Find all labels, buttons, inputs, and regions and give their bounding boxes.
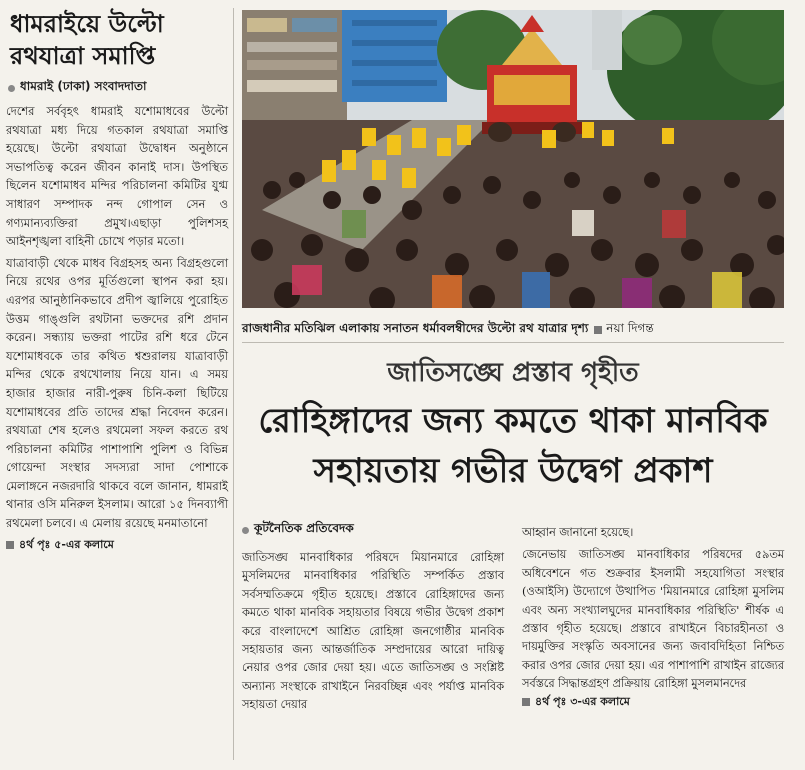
- story-byline-text: কূটনৈতিক প্রতিবেদক: [254, 521, 354, 535]
- square-bullet-icon: [6, 541, 14, 549]
- story-kicker: জাতিসঙ্ঘে প্রস্তাব গৃহীত: [387, 358, 639, 388]
- left-story-byline: [8, 78, 228, 98]
- byline-text: ধামরাই (ঢাকা) সংবাদদাতা: [20, 79, 147, 93]
- story-continuation: [522, 693, 784, 712]
- left-paragraph-2: যাত্রাবাড়ী থেকে মাধব বিগ্রহসহ অন্য বিগ্রহগুলো নিয়ে রথের ওপর মূর্তিগুলো স্থাপন করা হয়। এরপর আনুষ্ঠানিকভাবে প্রদীপ জ্বালিয়ে পুরোহিত উত্তম গাঙ্গুলি রথটানা ভক্তদের রশি প্রদান করেন। সন্ধ্যায় ভক্তরা পাটের রশি ধরে টেনে যশোমাধবকে তার কথিত শ্বশুরালয় যাত্রাবাড়ী মন্দির থেকে রথখোলায় নিয়ে যান। এ সময় হাজার হাজার নারী-পুরুষ চিনি-কলা ছিটিয়ে যশোমাধবের প্রতি তাদের শ্রদ্ধা নিবেদন করেন। রথযাত্রা শেষ হলেও রথমেলা সফল করতে রথ পরিচালনা কমিটির পাশাপাশি পুলিশ ও বিভিন্ন গোয়েন্দা সংস্থার সদস্যরা সাদা পোশাকে মেলাঙ্গনে নজরদারি থাকবে বলে জানান, ধামরাই থানার ওসি মনিরুল ইসলাম। আরো ১৫ দিনব্যাপী রথমেলা চলবে। এ মেলায় রয়েছে মনমাতানো: [6, 255, 228, 531]
- headline-line-2: সহায়তায় গভীর উদ্বেগ প্রকাশ: [313, 451, 713, 491]
- credit-text: নয়া দিগন্ত: [606, 321, 654, 335]
- story-byline: [242, 520, 504, 540]
- photo-credit: [594, 320, 653, 340]
- photo-caption: [242, 320, 784, 340]
- headline-line-1: রোহিঙ্গাদের জন্য কমতে থাকা মানবিক: [258, 401, 768, 441]
- square-bullet-icon: [594, 326, 602, 334]
- left-story-continuation: [6, 536, 228, 555]
- rath-yatra-photo: [242, 10, 784, 308]
- section-divider: [242, 342, 784, 343]
- story-continuation-text: ৪র্থ পৃঃ ৩-এর কলামে: [535, 694, 630, 708]
- story-column-1: [242, 520, 504, 714]
- column-divider: [233, 8, 234, 760]
- bullet-icon: [8, 85, 15, 92]
- story-column-1-text: জাতিসঙ্ঘ মানবাধিকার পরিষদে মিয়ানমারে রোহিঙ্গা মুসলিমদের মানবাধিকার পরিস্থিতি সম্পর্কিত প্রস্তাব সর্বসম্মতিক্রমে গৃহীত হয়েছে। প্রস্তাবে রোহিঙ্গাদের জন্য কমতে থাকা মানবিক সহায়তার বিষয়ে গভীর উদ্বেগ প্রকাশ করে বাংলাদেশে আশ্রিত রোহিঙ্গা জনগোষ্ঠীর মানবিক সহায়তার জন্য আন্তর্জাতিক সম্প্রদায়ের আরো দায়িত্ব নেয়ার ওপর জোর দেয়া হয়। এতে জাতিসঙ্ঘ ও সংশ্লিষ্ট অন্যান্য সংস্থাকে রাখাইনে নিরবচ্ছিন্ন এবং পর্যাপ্ত মানবিক সহায়তা দেয়ার: [242, 550, 504, 712]
- story-headline: [242, 396, 784, 496]
- square-bullet-icon: [522, 698, 530, 706]
- bullet-icon: [242, 527, 249, 534]
- left-story: [6, 8, 228, 760]
- left-paragraph-1: দেশের সর্ববৃহৎ ধামরাই যশোমাধবের উল্টো রথযাত্রা মধ্য দিয়ে গতকাল রথযাত্রা সমাপ্তি হয়েছে। উল্টো রথযাত্রা উদ্বোধন অনুষ্ঠানে সভাপতিত্ব করেন জীবন কানাই দাস। উপস্থিত ছিলেন যশোমাধব মন্দির পরিচালনা কমিটির যুগ্ম সাধারণ সম্পাদক নন্দ গোপাল সেন ও গণ্যমান্যব্যক্তিরা প্রমুখ।এছাড়া পুলিশসহ আইনশৃঙ্খলা বাহিনী চোখে পড়ার মতো।: [6, 104, 228, 249]
- left-story-body: [6, 102, 228, 533]
- caption-text: রাজধানীর মতিঝিল এলাকায় সনাতন ধর্মাবলম্বীদের উল্টো রথ যাত্রার দৃশ্য: [242, 321, 589, 335]
- left-story-headline: ধামরাইয়ে উল্টো রথযাত্রা সমাপ্তি: [10, 10, 164, 70]
- story-column-2: [522, 523, 784, 712]
- story-column-2-opening: আহ্বান জানানো হয়েছে।: [522, 525, 634, 539]
- continuation-text: ৪র্থ পৃঃ ৫-এর কলামে: [19, 537, 114, 551]
- story-column-2-text: জেনেভায় জাতিসঙ্ঘ মানবাধিকার পরিষদের ৫৯তম অধিবেশনে গত শুক্রবার ইসলামী সহযোগিতা সংস্থার (ওআইসি) উদ্যোগে উত্থাপিত 'মিয়ানমারে রোহিঙ্গা মুসলিম এবং অন্য সংখ্যালঘুদের মানবাধিকার পরিস্থিতি' শীর্ষক এ প্রস্তাব গৃহীত হয়েছে। প্রস্তাবে রাখাইনে বিচারহীনতা ও দায়মুক্তির সংস্কৃতি অবসানের জন্য জবাবদিহিতা নিশ্চিত করার ওপর জোর দেয়া হয়। এর পাশাপাশি রাখাইন রাজ্যের সর্বস্তরে সিদ্ধান্তগ্রহণ প্রক্রিয়ায় রোহিঙ্গা মুসলমানদের: [522, 547, 784, 691]
